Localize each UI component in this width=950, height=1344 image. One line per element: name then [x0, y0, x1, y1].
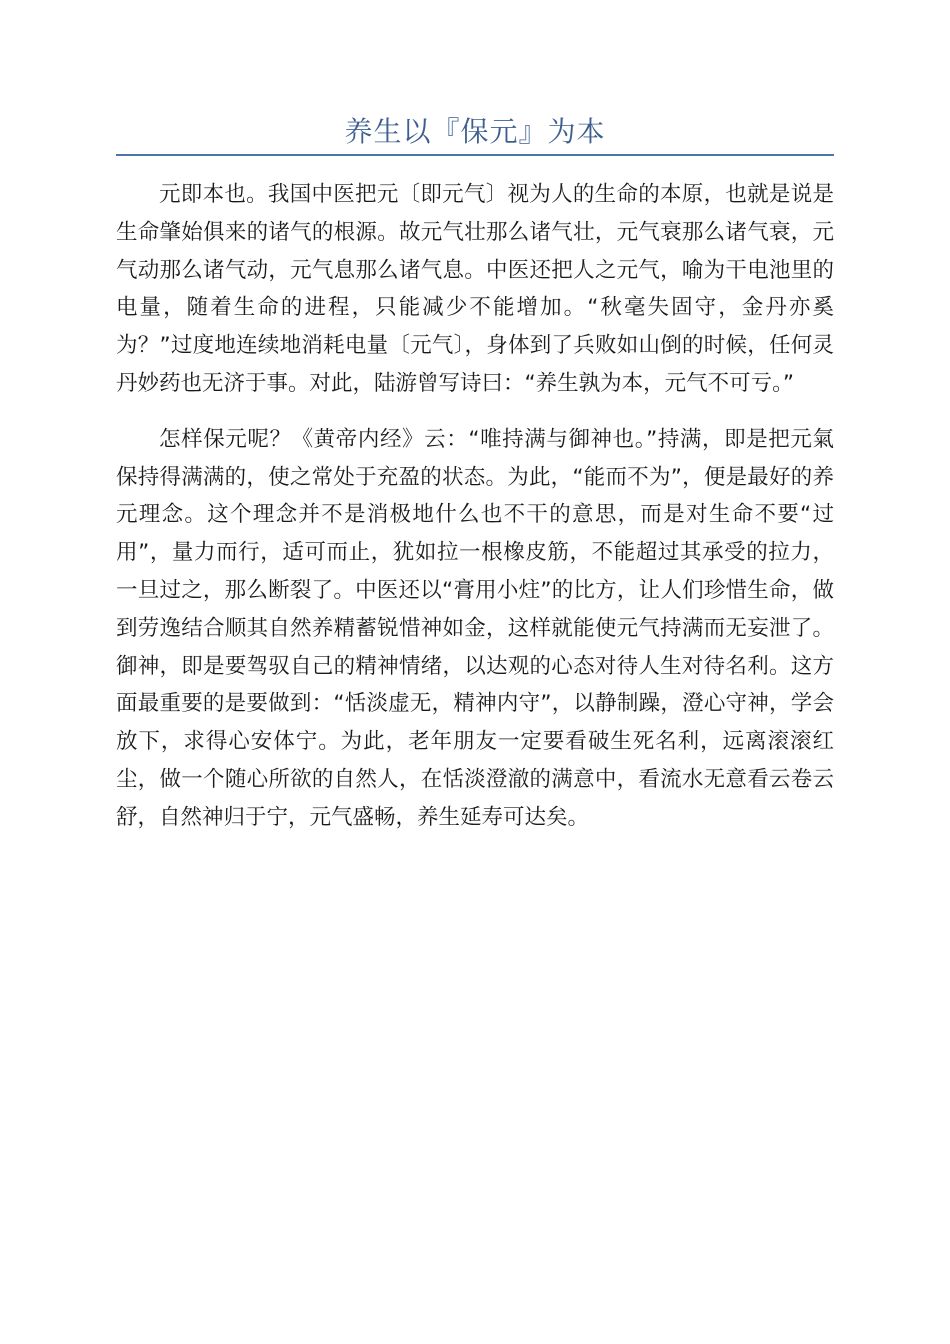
paragraph-1: 元即本也。我国中医把元〔即元气〕视为人的生命的本原，也就是说是生命肇始俱来的诸气的根源。故元气壮那么诸气壮，元气衰那么诸气衰，元气动那么诸气动，元气息那么诸气息。中医还把人之元气，喻为干电池里的电量，随着生命的进程，只能减少不能增加。“秋毫失固守，金丹亦奚为？”过度地连续地消耗电量〔元气〕，身体到了兵败如山倒的时候，任何灵丹妙药也无济于事。对此，陆游曾写诗曰：“养生孰为本，元气不可亏。”: [116, 182, 834, 396]
document-body: [116, 176, 834, 855]
document-title: 养生以『保元』为本: [344, 115, 606, 148]
title-underline: [116, 154, 834, 156]
paragraph-2: 怎样保元呢？《黄帝内经》云：“唯持满与御神也。”持满，即是把元氣保持得满满的，使之常处于充盈的状态。为此，“能而不为”，便是最好的养元理念。这个理念并不是消极地什么也不干的意思，而是对生命不要“过用”，量力而行，适可而止，犹如拉一根橡皮筋，不能超过其承受的拉力，一旦过之，那么断裂了。中医还以“膏用小炷”的比方，让人们珍惜生命，做到劳逸结合顺其自然养精蓄锐惜神如金，这样就能使元气持满而无妄泄了。御神，即是要驾驭自己的精神情绪，以达观的心态对待人生对待名利。这方面最重要的是要做到：“恬淡虚无，精神内守”，以静制躁，澄心守神，学会放下，求得心安体宁。为此，老年朋友一定要看破生死名利，远离滚滚红尘，做一个随心所欲的自然人，在恬淡澄澈的满意中，看流水无意看云卷云舒，自然神归于宁，元气盛畅，养生延寿可达矣。: [116, 426, 834, 830]
